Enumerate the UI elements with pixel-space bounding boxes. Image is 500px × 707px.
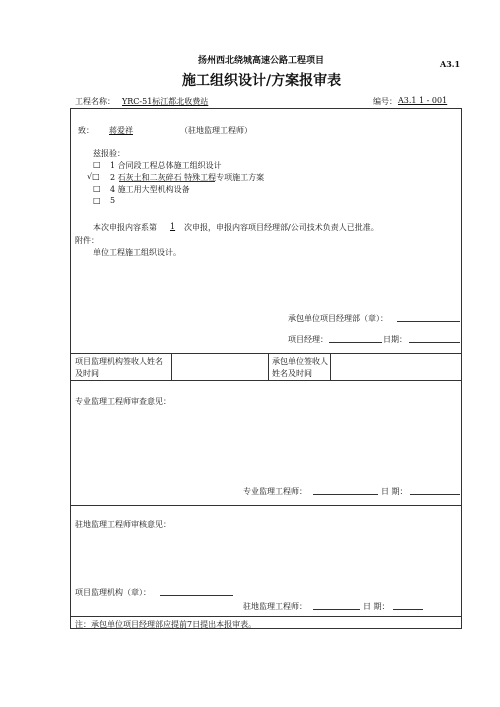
recipient-name: 蒋爱祥 xyxy=(109,126,133,135)
item-2-underline xyxy=(119,181,215,182)
audit-org-label: 项目监理机构（章）： xyxy=(75,588,151,597)
submit-intro: 兹报验： xyxy=(93,149,125,158)
to-label: 致： xyxy=(78,126,94,135)
form-code: A3.1 xyxy=(440,59,461,69)
project-header: 扬州西北绕城高速公路工程项目 xyxy=(198,56,325,66)
review-engineer-line[interactable] xyxy=(313,494,378,495)
contractor-dept-label: 承包单位项目经理部（章）： xyxy=(288,314,388,323)
attachment-text: 单位工程施工组织设计。 xyxy=(93,248,181,257)
recipient-role: （驻地监理工程师） xyxy=(180,126,252,135)
item-4-text: 5 xyxy=(110,196,116,205)
supervisor-sign-label: 项目监理机构签收人姓名及时间 xyxy=(75,357,163,378)
number-label: 编号： xyxy=(373,97,397,106)
item-2-check[interactable]: √□ xyxy=(87,172,100,181)
divider-sign-top xyxy=(70,353,462,354)
divider-audit-bottom xyxy=(70,616,462,617)
pm-date-line[interactable] xyxy=(409,342,460,343)
audit-org-line[interactable] xyxy=(160,595,233,596)
audit-date-label: 日 期： xyxy=(363,602,390,611)
audit-title: 驻地监理工程师审核意见： xyxy=(75,520,171,529)
footer-note: 注：承包单位项目经理部应提前7日提出本报审表。 xyxy=(75,620,257,629)
divider-sign-col-1 xyxy=(171,353,172,380)
item-3-text: 4 施工用大型机构设备 xyxy=(110,185,190,194)
review-title: 专业监理工程师审查意见： xyxy=(75,397,171,406)
divider-sign-col-2 xyxy=(268,353,269,380)
project-name-label: 工程名称： xyxy=(75,97,115,106)
review-date-line[interactable] xyxy=(410,494,460,495)
page-title: 施工组织设计/方案报审表 xyxy=(182,73,342,89)
pm-date-label: 日期： xyxy=(383,335,407,344)
item-4-check[interactable]: □ xyxy=(93,196,101,205)
contractor-sign-label: 承包单位签收人姓名及时间 xyxy=(272,357,328,378)
divider-review-bottom xyxy=(70,505,462,506)
declaration-post: 次申报，申报内容项目经理部/公司技术负责人已批准。 xyxy=(184,223,379,232)
project-name-value: YRC-51标江都北收费站 xyxy=(122,97,209,106)
item-1-check[interactable]: □ xyxy=(93,160,101,169)
divider-sign-col-3 xyxy=(330,353,331,380)
audit-engineer-line[interactable] xyxy=(313,609,360,610)
item-1-text: 1 合同段工程总体施工组织设计 xyxy=(110,161,222,170)
pm-label: 项目经理： xyxy=(288,335,328,344)
divider-sign-bottom xyxy=(70,380,462,381)
item-2-text: 2 石灰土和二灰碎石 特殊工程专项施工方案 xyxy=(110,173,265,182)
declaration-num: 1 xyxy=(170,222,176,231)
review-date-label: 日 期： xyxy=(381,487,408,496)
pm-line[interactable] xyxy=(329,342,382,343)
contractor-dept-line[interactable] xyxy=(397,321,460,322)
declaration-pre: 本次申报内容系第 xyxy=(93,223,157,232)
number-value: A3.1 1 - 001 xyxy=(398,96,448,105)
review-engineer-label: 专业监理工程师： xyxy=(243,487,307,496)
attachment-label: 附件： xyxy=(75,236,99,245)
audit-date-line[interactable] xyxy=(393,609,423,610)
audit-engineer-label: 驻地监理工程师： xyxy=(243,602,307,611)
item-3-check[interactable]: □ xyxy=(93,184,101,193)
